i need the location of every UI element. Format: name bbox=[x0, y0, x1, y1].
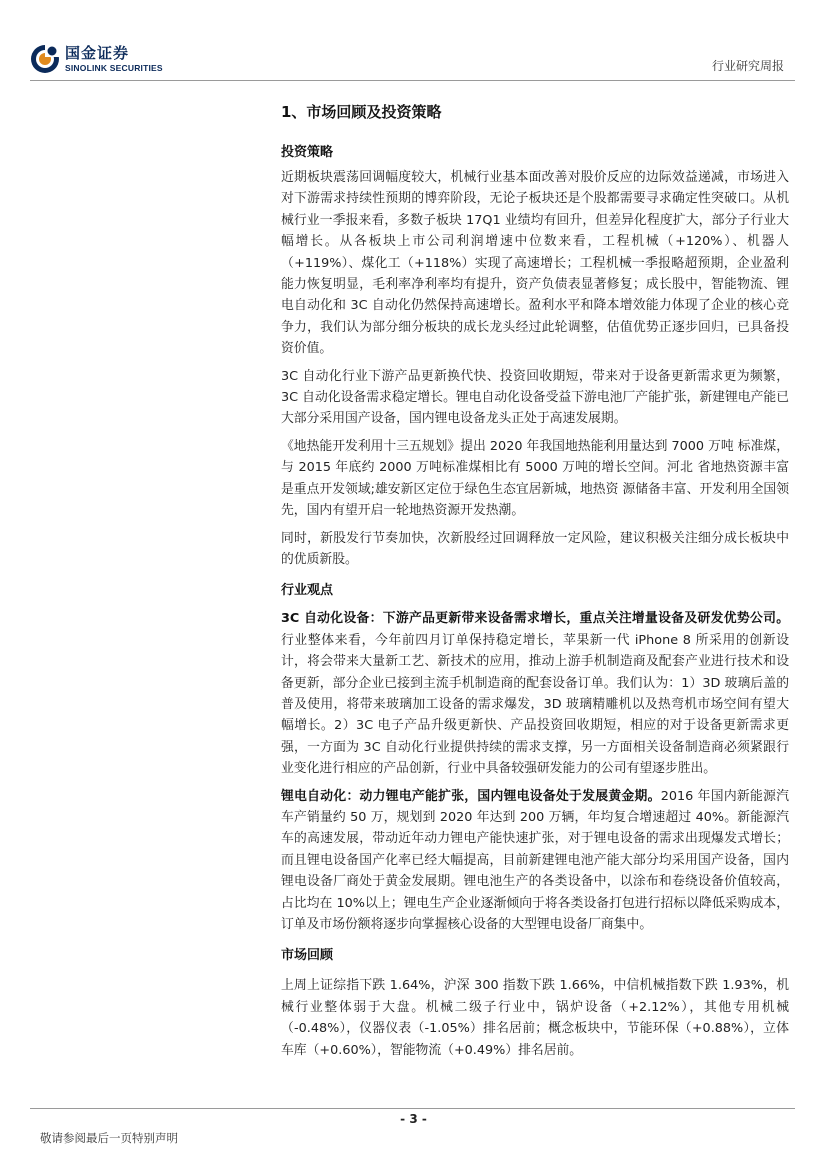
view-3c-automation bbox=[281, 608, 789, 779]
sinolink-logo bbox=[30, 44, 163, 74]
market-review-paragraph: 上周上证综指下跌 1.64%，沪深 300 指数下跌 1.66%，中信机械指数下跌 1.93%，机械行业整体弱于大盘。机械二级子行业中，锅炉设备（+2.12%），其他专用机械（-0.48%），仪器仪表（-1.05%）排名居前；概念板块中，节能环保（+0.88%），立体车库（+0.60%），智能物流（+0.49%）排名居前。 bbox=[281, 978, 789, 1058]
market-review-heading: 市场回顾 bbox=[281, 948, 334, 964]
footer-divider bbox=[30, 1108, 795, 1109]
strategy-paragraph-2: 3C 自动化行业下游产品更新换代快、投资回收期短，带来对于设备更新需求更为频繁，3C 自动化设备需求稳定增长。锂电自动化设备受益下游电池厂产能扩张，新建锂电产能已大部分采用国产设备，国内锂电设备龙头正处于高速发展期。 bbox=[281, 368, 789, 427]
logo-english-name: SINOLINK SECURITIES bbox=[65, 62, 163, 73]
page-number: - 3 - bbox=[400, 1112, 427, 1126]
strategy-paragraph-1: 近期板块震荡回调幅度较大，机械行业基本面改善对股价反应的边际效益递减，市场进入对下游需求持续性预期的博弈阶段，无论子板块还是个股都需要寻求确定性突破口。从机械行业一季报来看，多数子板块 17Q1 业绩均有回升，但差异化程度扩大，部分子行业大幅增长。从各板块上市公司利润增速中位数来看，工程机械（+120%）、机器人（+119%）、煤化工（+118%）实现了高速增长；工程机械一季报略超预期，企业盈利能力恢复明显，毛利率净利率均有提升，资产负债表显著修复；成长股中，智能物流、锂电自动化和 3C 自动化仍然保持高速增长。盈利水平和降本增效能力体现了企业的核心竞争力，我们认为部分细分板块的成长龙头经过此轮调整，估值优势正逐步回归，已具备投资价值。 bbox=[281, 170, 789, 357]
header-divider bbox=[30, 80, 795, 81]
view-lithium-automation bbox=[281, 786, 789, 936]
strategy-paragraph-3: 《地热能开发利用十三五规划》提出 2020 年我国地热能利用量达到 7000 万吨 标准煤，与 2015 年底约 2000 万吨标准煤相比有 5000 万吨的增长空间。河北 省地热资源丰富是重点开发领域;雄安新区定位于绿色生态宜居新城，地热资 源储备丰富、开发利用全国领先，国内有望开启一轮地热资源开发热潮。 bbox=[281, 438, 789, 519]
view-3c-automation-text: 行业整体来看，今年前四月订单保持稳定增长，苹果新一代 iPhone 8 所采用的创新设计，将会带来大量新工艺、新技术的应用，推动上游手机制造商及配套产业进行技术和设备更新，部分企业已接到主流手机制造商的配套设备订单。我们认为：1）3D 玻璃后盖的普及使用，将带来玻璃加工设备的需求爆发，3D 玻璃精雕机以及热弯机市场空间有望大幅增长。2）3C 电子产品升级更新快、产品投资回收期短，相应的对于设备更新需求更强，一方面为 3C 自动化行业提供持续的需求支撑，另一方面相关设备制造商必须紧跟行业变化进行相应的产品创新，行业中具备较强研发能力的公司有望逐步胜出。 bbox=[281, 632, 789, 777]
report-type-label: 行业研究周报 bbox=[711, 59, 784, 73]
strategy-paragraph-4: 同时，新股发行节奏加快，次新股经过回调释放一定风险，建议积极关注细分成长板块中的优质新股。 bbox=[281, 530, 789, 567]
sinolink-logo-icon bbox=[30, 44, 60, 74]
section-title: 1、市场回顾及投资策略 bbox=[281, 103, 442, 121]
views-heading: 行业观点 bbox=[281, 583, 334, 599]
disclaimer-note: 敬请参阅最后一页特别声明 bbox=[40, 1131, 178, 1145]
view-3c-automation-title: 3C 自动化设备：下游产品更新带来设备需求增长，重点关注增量设备及研发优势公司。 bbox=[281, 611, 789, 627]
main-content bbox=[281, 96, 789, 1061]
strategy-heading: 投资策略 bbox=[281, 145, 334, 160]
view-lithium-automation-title: 锂电自动化：动力锂电产能扩张，国内锂电设备处于发展黄金期。 bbox=[281, 788, 661, 804]
view-lithium-automation-text: 2016 年国内新能源汽车产销量约 50 万，规划到 2020 年达到 200 万辆，年均复合增速超过 40%。新能源汽车的高速发展，带动近年动力锂电产能快速扩张，对于锂电设备的需求出现爆发式增长；而且锂电设备国产化率已经大幅提高，目前新建锂电池产能大部分均采用国产设备，国内锂电设备厂商处于黄金发展期。锂电池生产的各类设备中，以涂布和卷绕设备价值较高，占比均在 10%以上；锂电生产企业逐渐倾向于将各类设备打包进行招标以降低采购成本，订单及市场份额将逐步向掌握核心设备的大型锂电设备厂商集中。 bbox=[281, 788, 790, 932]
logo-chinese-name: 国金证券 bbox=[65, 43, 130, 62]
page-header bbox=[0, 0, 827, 86]
